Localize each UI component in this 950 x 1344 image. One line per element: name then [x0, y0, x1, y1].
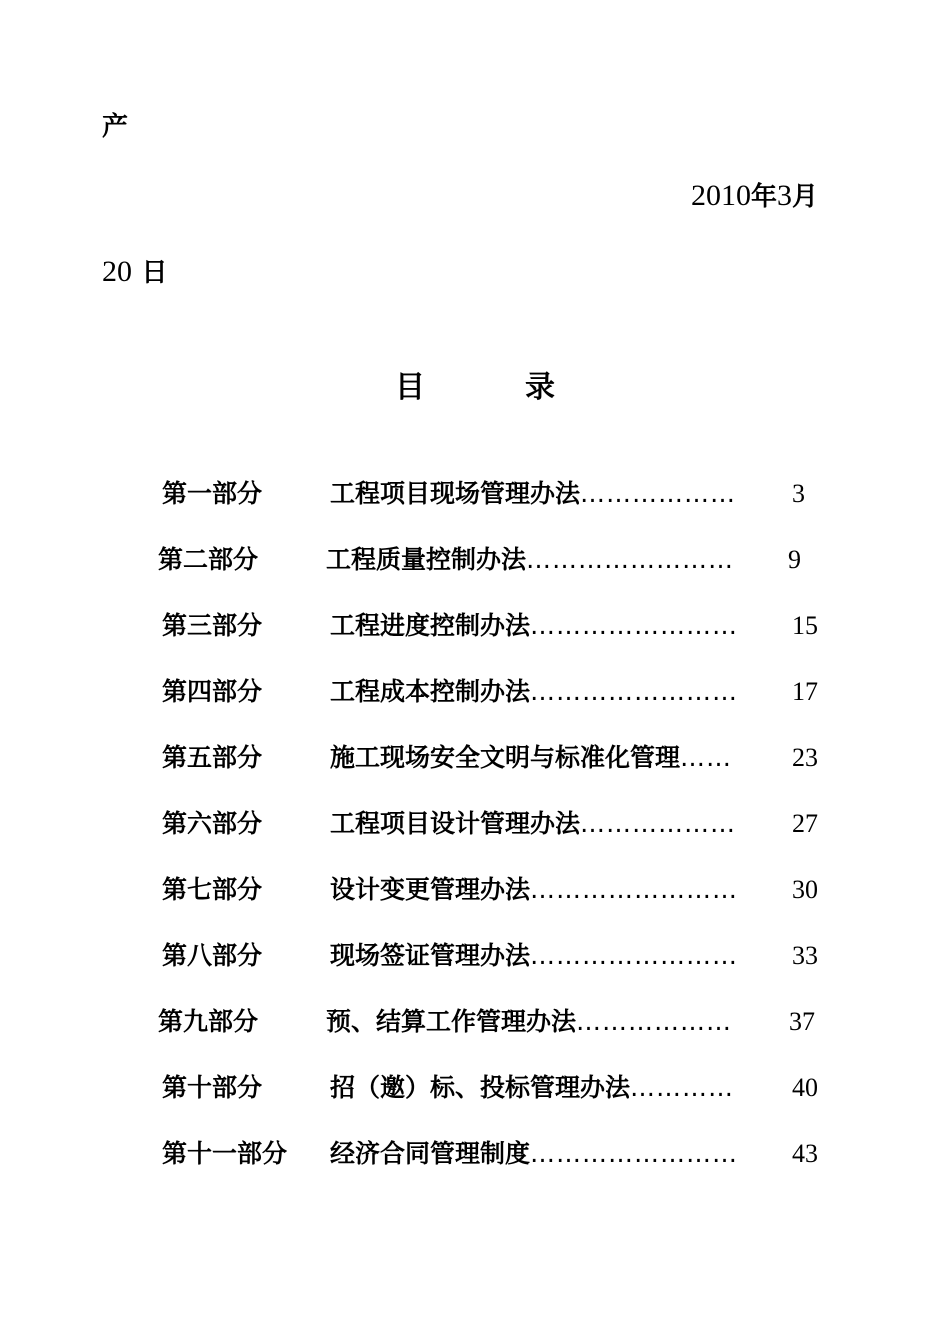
toc-entry-title [326, 1000, 732, 1044]
toc-entry-title [330, 736, 732, 780]
toc-entry-leader-dots: …… [680, 743, 733, 772]
toc-entry-part: 第四部分 [162, 677, 263, 706]
toc-entry-leader-dots: ……………… [580, 479, 737, 508]
toc-entry [0, 670, 950, 714]
toc-entry-page-number: 43 [792, 1139, 818, 1168]
toc-entry-part: 第八部分 [162, 941, 263, 970]
toc-entry-page-number: 15 [792, 611, 818, 640]
date-day-char: 日 [141, 258, 168, 288]
toc-entry-page-number: 27 [792, 809, 818, 838]
toc-entry-title-text: 工程项目现场管理办法 [330, 479, 581, 508]
toc-heading-char-2: 录 [525, 370, 555, 405]
date-day: 20 [102, 255, 132, 288]
toc-entry-page-number: 17 [792, 677, 818, 706]
date-day-line [102, 252, 168, 293]
toc-entry-title [330, 1132, 738, 1176]
toc-entry [0, 1066, 950, 1110]
toc-entry-title-text: 施工现场安全文明与标准化管理 [330, 743, 681, 772]
toc-entry [0, 538, 950, 582]
toc-entry-title [330, 472, 736, 516]
date-month-char: 月 [791, 182, 818, 212]
toc-entry-title [330, 934, 738, 978]
toc-entry [0, 868, 950, 912]
toc-entry-title [330, 1066, 734, 1110]
date-year-char: 年 [750, 182, 777, 212]
toc-entry-title-text: 预、结算工作管理办法 [326, 1007, 577, 1036]
toc-entry-title-text: 现场签证管理办法 [330, 941, 531, 970]
toc-entry-title [330, 868, 738, 912]
toc-entry-title-text: 工程质量控制办法 [326, 545, 527, 574]
toc-entry-part: 第九部分 [158, 1007, 259, 1036]
toc-entry-part: 第七部分 [162, 875, 263, 904]
toc-entry [0, 472, 950, 516]
text-fragment: 产 [102, 112, 129, 142]
toc-entry-title-text: 工程进度控制办法 [330, 611, 531, 640]
toc-entry-part: 第三部分 [162, 611, 263, 640]
toc-entry [0, 1132, 950, 1176]
toc-entry-part: 第六部分 [162, 809, 263, 838]
toc-entry-leader-dots: …………………… [530, 875, 739, 904]
toc-entry-part: 第一部分 [162, 479, 263, 508]
toc-entry-page-number: 3 [792, 479, 805, 508]
toc-entry [0, 1000, 950, 1044]
toc-entry-page-number: 33 [792, 941, 818, 970]
toc-heading-char-1: 目 [395, 370, 425, 405]
date-month: 3 [776, 179, 792, 212]
toc-entry-title-text: 工程成本控制办法 [330, 677, 531, 706]
toc-entry [0, 736, 950, 780]
toc-entry-title-text: 经济合同管理制度 [330, 1139, 531, 1168]
toc-entry-part: 第五部分 [162, 743, 263, 772]
toc-entry [0, 802, 950, 846]
date-year-month [691, 176, 818, 217]
toc-entry-part: 第十一部分 [162, 1139, 288, 1168]
toc-entry-title-text: 招（邀）标、投标管理办法 [330, 1073, 631, 1102]
toc-entry-title-text: 设计变更管理办法 [330, 875, 531, 904]
toc-entry-page-number: 23 [792, 743, 818, 772]
toc-entry-title [330, 670, 738, 714]
toc-entry-title-text: 工程项目设计管理办法 [330, 809, 581, 838]
toc-entry-leader-dots: …………………… [530, 677, 739, 706]
toc-entry-page-number: 9 [788, 545, 801, 574]
toc-entry-part: 第二部分 [158, 545, 259, 574]
toc-entry-page-number: 40 [792, 1073, 818, 1102]
toc-entry [0, 604, 950, 648]
toc-entry-leader-dots: ……………… [580, 809, 737, 838]
toc-entry-title [326, 538, 734, 582]
toc-entry-leader-dots: ……………… [576, 1007, 733, 1036]
toc-entry [0, 934, 950, 978]
toc-heading [0, 368, 950, 408]
toc-entry-leader-dots: …………………… [530, 611, 739, 640]
toc-entry-page-number: 30 [792, 875, 818, 904]
toc-entry-title [330, 802, 736, 846]
toc-entry-page-number: 37 [789, 1007, 815, 1036]
toc-entry-leader-dots: ………… [630, 1073, 735, 1102]
date-year: 2010 [690, 179, 751, 212]
toc-entry-leader-dots: …………………… [526, 545, 735, 574]
toc-entry-leader-dots: …………………… [530, 941, 739, 970]
toc-entry-part: 第十部分 [162, 1073, 263, 1102]
toc-entry-title [330, 604, 738, 648]
toc-entry-leader-dots: …………………… [530, 1139, 739, 1168]
